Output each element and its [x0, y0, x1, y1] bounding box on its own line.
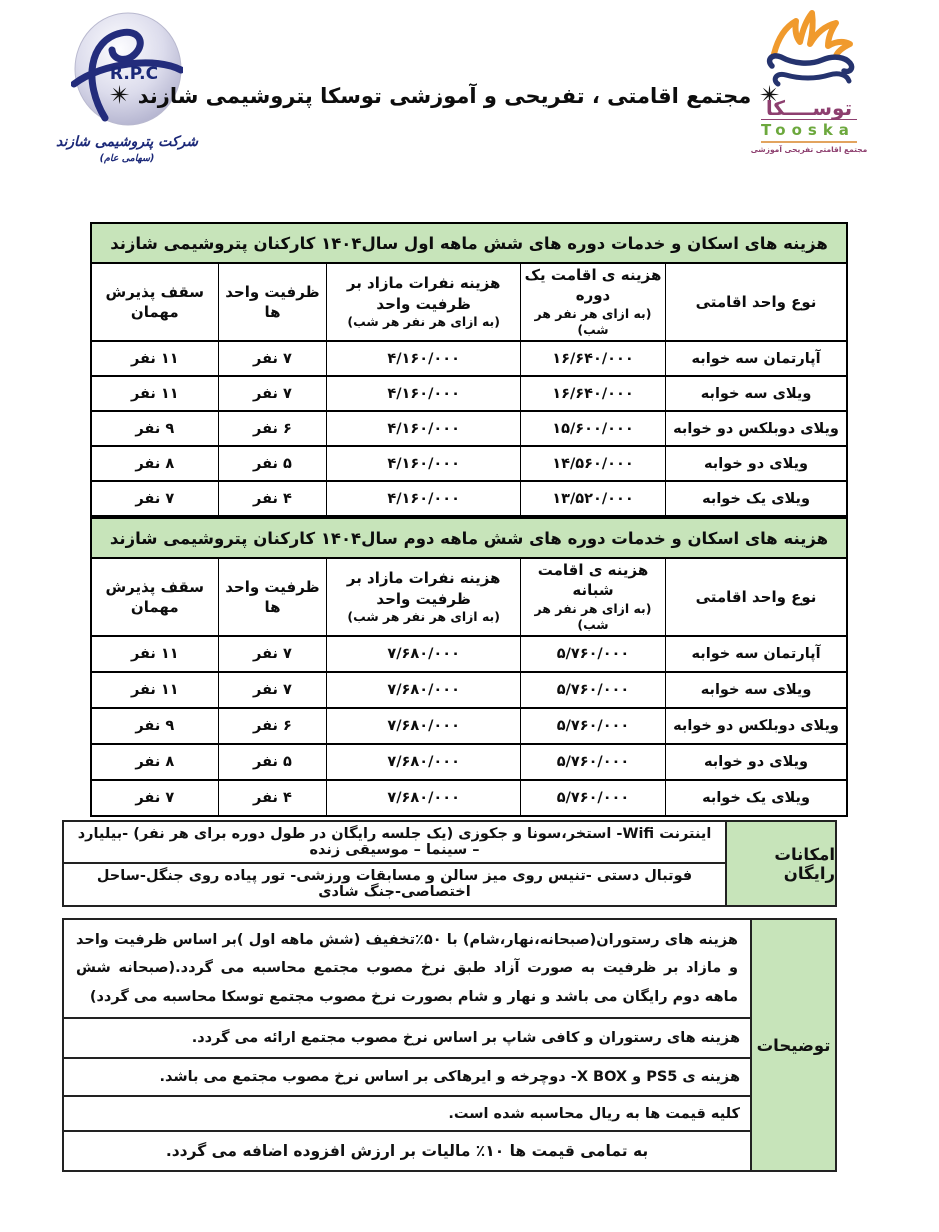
table-row: ویلای دوبلکس دو خوابه ۵/۷۶۰/۰۰۰ ۷/۶۸۰/۰۰۰ ۶ نفر ۹ نفر — [91, 708, 847, 744]
tooska-wordmark-farsi: توســــکا — [765, 96, 853, 120]
rpc-company-name: شرکت پتروشیمی شازند — [56, 134, 198, 150]
table-header-row — [91, 263, 847, 341]
notes-label: توضیحات — [750, 920, 835, 1170]
table-row: آپارتمان سه خوابه ۱۶/۶۴۰/۰۰۰ ۴/۱۶۰/۰۰۰ ۷ نفر ۱۱ نفر — [91, 341, 847, 376]
page-title — [130, 84, 759, 108]
note-row: هزینه های رستوران و کافی شاپ بر اساس نرخ مصوب مجتمع ارائه می گردد. — [64, 1019, 750, 1059]
table-row: ویلای سه خوابه ۱۶/۶۴۰/۰۰۰ ۴/۱۶۰/۰۰۰ ۷ نفر ۱۱ نفر — [91, 376, 847, 411]
notes-section — [62, 918, 837, 1172]
amenities-row: فوتبال دستی -تنیس روی میز سالن و مسابقات ورزشی- تور پیاده روی جنگل-ساحل اختصاصی-جنگ شادی — [96, 868, 693, 901]
star-icon — [110, 85, 129, 108]
rpc-sphere-icon — [71, 64, 183, 132]
note-row: به تمامی قیمت ها ۱۰٪ مالیات بر ارزش افزوده اضافه می گردد. — [165, 1141, 649, 1160]
table-row: ویلای دو خوابه ۱۴/۵۶۰/۰۰۰ ۴/۱۶۰/۰۰۰ ۵ نفر ۸ نفر — [91, 446, 847, 481]
page-title-text: مجتمع اقامتی ، تفریحی و آموزشی توسکا پتروشیمی شازند — [137, 84, 752, 108]
table-row: ویلای دوبلکس دو خوابه ۱۵/۶۰۰/۰۰۰ ۴/۱۶۰/۰۰۰ ۶ نفر ۹ نفر — [91, 411, 847, 446]
column-header: هزینه ی اقامت شبانه (به ازای هر نفر هر شب) — [520, 558, 665, 636]
table-row: ویلای یک خوابه ۱۳/۵۲۰/۰۰۰ ۴/۱۶۰/۰۰۰ ۴ نفر ۷ نفر — [91, 481, 847, 516]
amenities-section — [62, 820, 837, 907]
tooska-logo — [738, 8, 880, 154]
column-header: هزینه ی اقامت یک دوره (به ازای هر نفر هر شب) — [520, 263, 665, 341]
rpc-company-type: (سهامی عام) — [99, 153, 155, 164]
column-header: سقف پذیرش مهمان — [91, 558, 218, 636]
note-row: هزینه ی PS5 و X BOX- دوچرخه و ایرهاکی بر اساس نرخ مصوب مجتمع می باشد. — [64, 1059, 750, 1097]
column-header: نوع واحد اقامتی — [666, 263, 847, 341]
pricing-table-first-half — [90, 222, 848, 517]
table-title: هزینه های اسکان و خدمات دوره های شش ماهه اول سال۱۴۰۴ کارکنان پتروشیمی شازند — [91, 223, 847, 263]
column-header: نوع واحد اقامتی — [666, 558, 847, 636]
rpc-acronym: R.P.C — [109, 64, 159, 84]
table-row: آپارتمان سه خوابه ۵/۷۶۰/۰۰۰ ۷/۶۸۰/۰۰۰ ۷ نفر ۱۱ نفر — [91, 636, 847, 672]
note-row: هزینه های رستوران(صبحانه،نهار،شام) با ۵۰٪تخفیف (شش ماهه اول )بر اساس ظرفیت واحد و مازاد بر ظرفیت به صورت آزاد طبق نرخ مصوب مجتمع محاسبه می گردد.(صبحانه شش ماهه دوم رایگان می باشد و نهار و شام بصورت نرخ مصوب مجتمع توسکا محاسبه می گردد) — [64, 920, 750, 1019]
table-row: ویلای یک خوابه ۵/۷۶۰/۰۰۰ ۷/۶۸۰/۰۰۰ ۴ نفر ۷ نفر — [91, 780, 847, 816]
amenities-row: اینترنت Wifi- استخر،سونا و جکوزی (یک جلسه رایگان در طول دوره برای هر نفر) -بیلیارد – سینما – موسیقی زنده — [64, 822, 725, 864]
note-row: کلیه قیمت ها به ریال محاسبه شده است. — [64, 1097, 750, 1131]
column-header: ظرفیت واحد ها — [218, 263, 327, 341]
column-header: هزینه نفرات مازاد بر ظرفیت واحد (به ازای هر نفر هر شب) — [327, 558, 521, 636]
table-header-row — [91, 558, 847, 636]
pricing-table-second-half — [90, 517, 848, 817]
column-header: هزینه نفرات مازاد بر ظرفیت واحد (به ازای هر نفر هر شب) — [327, 263, 521, 341]
column-header: سقف پذیرش مهمان — [91, 263, 218, 341]
table-row: ویلای دو خوابه ۵/۷۶۰/۰۰۰ ۷/۶۸۰/۰۰۰ ۵ نفر ۸ نفر — [91, 744, 847, 780]
tooska-tagline: مجتمع اقامتی تفریحی آموزشی — [750, 145, 868, 154]
table-row: ویلای سه خوابه ۵/۷۶۰/۰۰۰ ۷/۶۸۰/۰۰۰ ۷ نفر ۱۱ نفر — [91, 672, 847, 708]
tooska-wordmark-latin: Tooska — [761, 119, 857, 143]
column-header: ظرفیت واحد ها — [218, 558, 327, 636]
table-title: هزینه های اسکان و خدمات دوره های شش ماهه دوم سال۱۴۰۴ کارکنان پتروشیمی شازند — [91, 518, 847, 558]
amenities-label: امکانات رایگان — [725, 822, 835, 905]
